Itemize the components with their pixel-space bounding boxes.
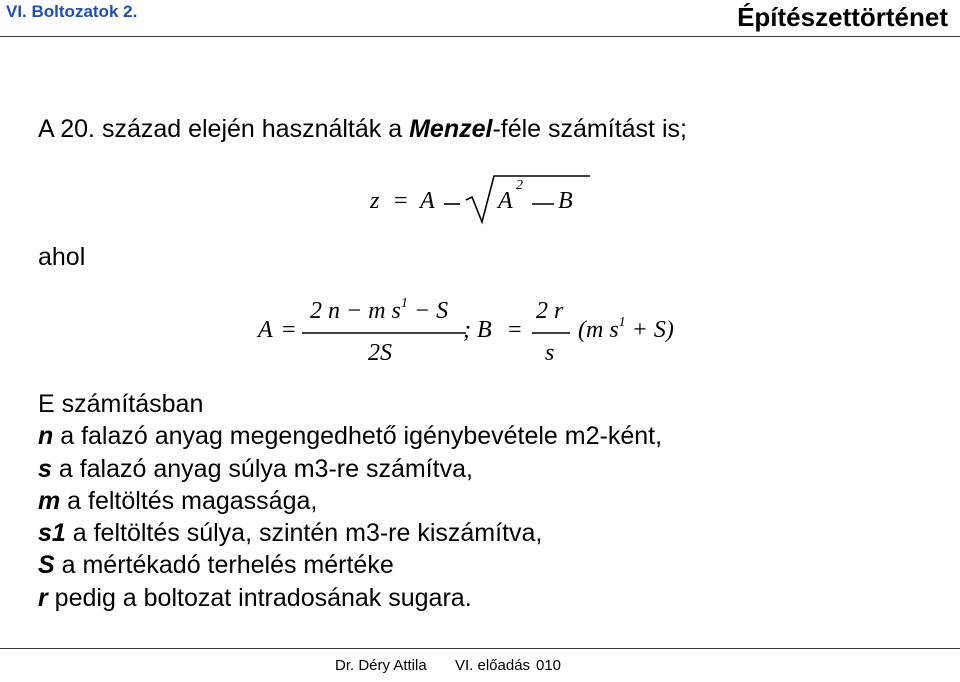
footer-lecture: VI. előadás bbox=[455, 657, 531, 674]
footer-author: Dr. Déry Attila bbox=[335, 657, 427, 674]
formula-a-numerator bbox=[310, 298, 448, 325]
formula-b-paren bbox=[578, 317, 674, 344]
definition-text: a mértékadó terhelés mértéke bbox=[54, 551, 394, 580]
definitions-heading: E számításban bbox=[38, 390, 204, 418]
formula-b-paren-end: + S) bbox=[631, 317, 674, 343]
intro-name: Menzel bbox=[409, 115, 493, 143]
definition-row bbox=[38, 517, 662, 549]
definition-row bbox=[38, 485, 662, 517]
formula-a-num: 2 n − m s bbox=[310, 298, 401, 324]
formula-z-a: A bbox=[420, 188, 435, 214]
definition-row bbox=[38, 549, 662, 581]
formula-a-num-sup: 1 bbox=[400, 296, 408, 311]
definition-var: s1 bbox=[38, 519, 66, 548]
intro-after: -féle számítást is; bbox=[492, 115, 687, 143]
header-divider bbox=[0, 36, 960, 37]
header-section-title: VI. Boltozatok 2. bbox=[6, 2, 138, 21]
formula-z-eq: = bbox=[394, 188, 408, 214]
footer-page-number: 010 bbox=[536, 657, 562, 674]
intro-line bbox=[38, 115, 687, 144]
formula-a-num-end: − S bbox=[413, 298, 449, 324]
definition-text: a feltöltés magassága, bbox=[60, 486, 318, 515]
formula-a-lhs: A bbox=[258, 317, 273, 343]
definition-var: n bbox=[38, 422, 54, 451]
formula-a-eq: = bbox=[282, 317, 296, 343]
definition-var: m bbox=[38, 486, 61, 515]
header-course-title: Építészettörténet bbox=[737, 2, 948, 32]
definition-text: a falazó anyag megengedhető igénybevétele m2-ként, bbox=[53, 422, 663, 451]
formula-z-strokes bbox=[430, 170, 590, 230]
definitions-list bbox=[38, 388, 662, 614]
definition-text: a feltöltés súlya, szintén m3-re kiszámítva, bbox=[65, 519, 543, 548]
definition-var: s bbox=[38, 454, 52, 483]
radical-sign bbox=[466, 176, 590, 222]
formula-b-denominator: s bbox=[545, 340, 555, 366]
definition-row bbox=[38, 453, 662, 485]
formula-z-lhs: z bbox=[370, 188, 380, 214]
ahol-label: ahol bbox=[38, 243, 86, 271]
formula-b-paren-sup: 1 bbox=[618, 315, 626, 330]
definition-row bbox=[38, 420, 662, 452]
formula-b-paren-start: (m s bbox=[578, 317, 619, 343]
formula-b-numerator: 2 r bbox=[536, 298, 564, 324]
intro-before: A 20. század elején használták a bbox=[38, 115, 410, 143]
formula-b-eq: = bbox=[508, 317, 522, 343]
definition-text: a falazó anyag súlya m3-re számítva, bbox=[51, 454, 473, 483]
footer-divider bbox=[0, 648, 960, 649]
formula-z-a2: A bbox=[498, 188, 513, 214]
definition-var: S bbox=[38, 551, 55, 580]
formula-fraction-bars bbox=[300, 330, 580, 336]
formula-z-square: 2 bbox=[516, 178, 523, 193]
formula-a-denominator: 2S bbox=[368, 340, 392, 366]
formula-z-b: B bbox=[558, 188, 573, 214]
formula-b-lhs: ; B bbox=[463, 317, 492, 343]
definition-row bbox=[38, 582, 662, 614]
definition-var: r bbox=[38, 583, 48, 612]
definition-text: pedig a boltozat intradosának sugara. bbox=[47, 583, 472, 612]
